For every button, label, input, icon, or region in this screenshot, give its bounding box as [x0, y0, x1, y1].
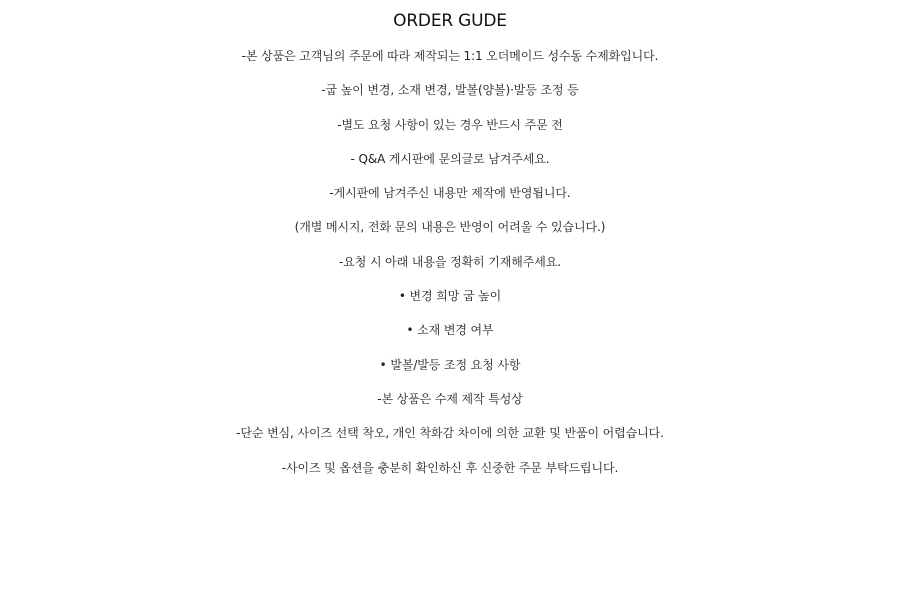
- guide-line-qna-board: - Q&A 게시판에 문의글로 남겨주세요.: [350, 151, 550, 166]
- guide-line-made-to-order: -본 상품은 고객님의 주문에 따라 제작되는 1:1 오더메이드 성수동 수제화입니다.: [241, 49, 659, 63]
- guide-line-message-note: (개별 메시지, 전화 문의 내용은 반영이 어려울 수 있습니다.): [294, 220, 606, 235]
- guide-line-handmade-note: -본 상품은 수제 제작 특성상: [377, 391, 523, 406]
- guide-text-list: [0, 45, 900, 491]
- guide-line-check-options: -사이즈 및 옵션을 충분히 확인하신 후 신중한 주문 부탁드립니다.: [281, 460, 619, 475]
- guide-bullet-material: • 소재 변경 여부: [406, 323, 494, 338]
- guide-line-no-return: -단순 변심, 사이즈 선택 착오, 개인 착화감 차이에 의한 교환 및 반품이 어렵습니다.: [236, 426, 664, 441]
- guide-bullet-heel-height: • 변경 희망 굽 높이: [398, 289, 502, 304]
- page-title: ORDER GUDE: [393, 11, 507, 31]
- guide-line-request-details: -요청 시 아래 내용을 정확히 기재해주세요.: [339, 254, 561, 269]
- guide-bullet-fit-adjustment: • 발볼/발등 조정 요청 사항: [379, 357, 521, 372]
- guide-line-request-before-order: -별도 요청 사항이 있는 경우 반드시 주문 전: [337, 117, 563, 132]
- guide-line-board-only: -게시판에 남겨주신 내용만 제작에 반영됩니다.: [329, 186, 571, 201]
- guide-line-custom-options: -굽 높이 변경, 소재 변경, 발볼(양볼)·발등 조정 등: [321, 83, 579, 98]
